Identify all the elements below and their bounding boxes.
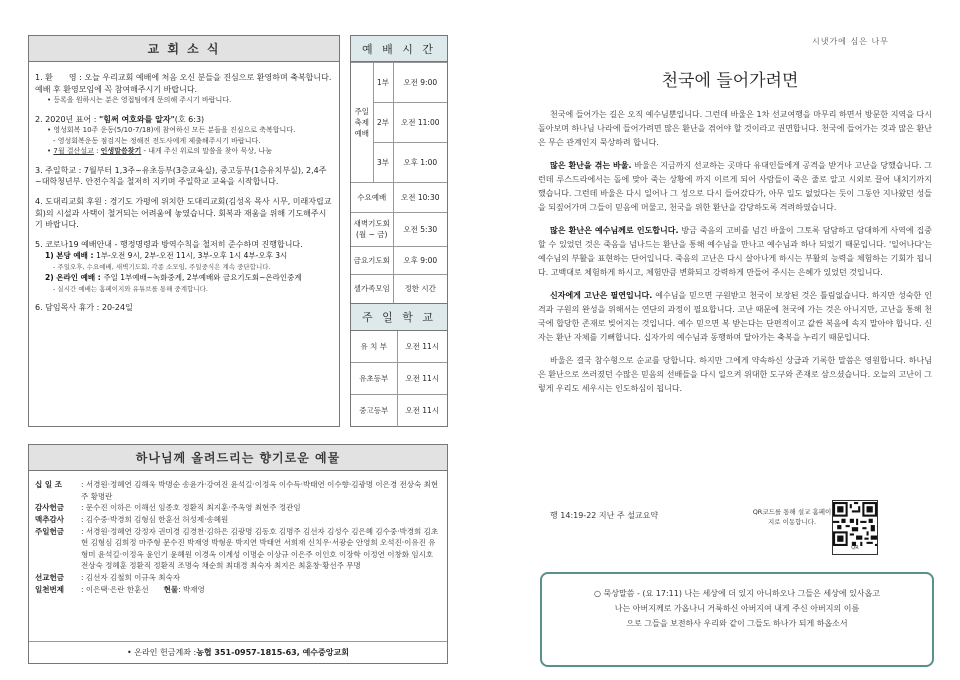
covid-point xyxy=(35,272,333,284)
news-item-sub: • 등록을 원하시는 분은 영접팀에게 문의해 주시기 바랍니다. xyxy=(47,96,232,105)
paragraph-lead: 많은 환난은 예수님께로 인도합니다. xyxy=(550,226,679,235)
church-news-heading: 교 회 소 식 xyxy=(29,36,339,62)
point-text: 1부-오전 9시, 2부-오전 11시, 3부-오후 1시 4부-오후 3시 xyxy=(96,251,288,261)
news-item-sub xyxy=(35,146,333,157)
school-time: 오전 11시 xyxy=(397,331,447,363)
news-item-label: 4. 도대리교회 후원 : 경기도 가평에 위치한 도대리교회(김성옥 목사 시무, 미래자립교회)의 시설과 사택이 철거되는 어려움에 놓였습니다. 회복과 재움을 위해 기도해주시기 바랍니다. xyxy=(35,196,332,230)
point-head: 1) 본당 예배 : xyxy=(45,251,97,261)
paragraph-lead: 신자에게 고난은 필연입니다. xyxy=(550,291,653,300)
school-name: 유초등부 xyxy=(351,363,397,395)
offering-body xyxy=(29,471,447,595)
thousand-offering-names: : 이은택·은란 한훈선 xyxy=(81,584,149,594)
motto-text: "힘써 여호와를 알자" xyxy=(99,114,175,124)
offering-names: : 문수진 이하은 이해선 임종호 정환직 최지훈·주옥영 최현주 정관임 xyxy=(81,503,301,513)
online-account xyxy=(29,641,447,663)
schedule-part: 1부 xyxy=(373,63,393,103)
offering-label: 일천번제 xyxy=(35,584,64,594)
offering-label: 주일헌금 xyxy=(35,526,64,536)
covid-point xyxy=(35,250,333,262)
paragraph-text: 바울은 결국 참수형으로 순교를 당합니다. 하지만 그에게 약속하신 상급과 기록한 말씀은 영원합니다. 하나님은 환난으로 쓰러졌던 수많은 믿음의 선배들을 다시 일으켜 위대한 도구와 존재로 삼으셨습니다. 오늘의 고난이 그렇게 우리도 세우시는 인도하심이 됩니다. xyxy=(538,356,932,393)
sermon-paragraph xyxy=(538,108,932,150)
school-time: 오전 11시 xyxy=(397,395,447,427)
sunday-worship-label: 주일 축제 예배 xyxy=(351,63,373,183)
offering-row xyxy=(35,479,441,502)
account-number: 농협 351-0957-1815-63, 예수중앙교회 xyxy=(196,648,349,657)
sermon-summary-label: 7월 결산설교 xyxy=(53,147,94,156)
offering-row xyxy=(35,502,441,514)
meditation-line: 나는 아버지께로 가옵나니 거룩하신 아버지여 내게 주신 아버지의 이름 xyxy=(614,604,860,614)
motto-prefix: 2. 2020년 표어 : xyxy=(35,114,100,124)
offering-row xyxy=(35,572,441,584)
point-head: 2) 온라인 예배 : xyxy=(45,273,104,283)
worship-schedule-box xyxy=(350,35,448,427)
paragraph-lead: 많은 환난을 겪는 바울. xyxy=(550,161,632,170)
church-news-body xyxy=(29,62,339,313)
schedule-time: 정한 시간 xyxy=(393,275,447,303)
qr-caption: QR xyxy=(851,545,859,551)
life-word-desc: - 내게 주신 위로의 말씀을 찾아 묵상, 나눔 xyxy=(141,147,272,156)
offering-row xyxy=(35,514,441,526)
news-item-label: 1. 환 영 : 오늘 우리교회 예배에 처음 오신 분들을 진심으로 환영하며 축복합니다. 예배 후 환영모임에 꼭 참여해주시기 바랍니다. xyxy=(35,73,332,94)
sunday-school-heading: 주 일 학 교 xyxy=(351,303,447,331)
news-item-covid xyxy=(35,239,333,294)
news-item-label xyxy=(35,114,333,126)
news-item-label: 6. 담임목사 휴가 : 20-24일 xyxy=(35,302,133,312)
schedule-time: 오전 10:30 xyxy=(393,183,447,213)
meditation-box xyxy=(540,572,934,667)
qr-code-icon[interactable] xyxy=(832,500,878,555)
sermon-paragraph xyxy=(538,354,932,396)
covid-note: - 주일오후, 수요예배, 새벽기도회, 각종 소모임, 주일중식은 계속 중단합니다. xyxy=(53,262,271,271)
offering-label: 십 일 조 xyxy=(35,480,62,489)
meditation-line: ○ 묵상말씀 - (요 17:11) 나는 세상에 더 있지 아니하오나 그들은 세상에 있사옵고 xyxy=(593,589,881,598)
column-tagline: 시냇가에 심은 나무 xyxy=(812,37,889,46)
sermon-body xyxy=(538,108,932,405)
offering-names: : 김수중·박경희 김형심 한훈선 허성제·송혜원 xyxy=(81,514,229,524)
worship-schedule-heading: 예 배 시 간 xyxy=(351,36,447,62)
offering-label: 감사헌금 xyxy=(35,503,64,513)
news-item-vacation xyxy=(35,302,333,314)
sermon-paragraph xyxy=(538,159,932,215)
schedule-part: 3부 xyxy=(373,143,393,183)
school-name: 유 치 부 xyxy=(351,331,397,363)
offering-label: 맥추감사 xyxy=(35,514,64,524)
news-item-sub: - 영성회복운동 점검지는 정해진 전도사에게 제출해주시기 바랍니다. xyxy=(53,136,261,145)
offering-row xyxy=(35,526,441,573)
sermon-reference: 행 14:19-22 지난 주 설교요약 xyxy=(550,511,659,520)
news-item-sub: • 영성회복 10주 운동(5/10-7/18)에 참여하신 모든 분들을 진심으로 축복합니다. xyxy=(47,126,296,135)
news-item-label: 3. 주일학교 : 7월부터 1,3주~유초등부(3층교육실), 중고등부(1층유치부실), 2,4주~대학청년부. 안전수칙을 철저히 지키며 주일학교 교육을 시작합니다. xyxy=(35,165,327,187)
schedule-time: 오전 9:00 xyxy=(393,63,447,103)
offering-names: : 서경원·정혜연 김해욱 박명순 송윤가·강여진 윤석길·이정옥 이수득·박태연 이수향·김광명 이은경 전상숙 최현주 황명란 xyxy=(81,480,439,501)
worship-schedule-table xyxy=(351,62,447,303)
news-item-support xyxy=(35,196,333,231)
news-item-welcome xyxy=(35,72,333,106)
paragraph-text: 천국에 들어가는 길은 오직 예수님뿐입니다. 그런데 바울은 1차 선교여행을 마무리 하면서 방문한 지역을 다시 돌아보며 하나님 나라에 들어가려면 많은 환난을 겪어야 할 것이라고 권면합니다. 천국에 들어가는 것과 많은 환난은 무슨 관계인지 묵상하려 합니다. xyxy=(538,110,932,147)
account-label: • 온라인 헌금계좌 : xyxy=(127,648,197,657)
schedule-name: 셀가족모임 xyxy=(351,275,393,303)
qr-code-graphic xyxy=(833,502,877,546)
offering-row xyxy=(35,584,441,596)
news-item-sunday-school xyxy=(35,165,333,188)
sermon-title: 천국에 들어가려면 xyxy=(661,71,799,91)
offering-names: : 김선자 김철희 이규옥 최숙자 xyxy=(81,573,181,582)
covid-note: - 실시간 예배는 홈페이지와 유튜브를 통해 중계합니다. xyxy=(53,284,208,293)
offering-heading: 하나님께 올려드리는 향기로운 예물 xyxy=(29,445,447,471)
church-news-box xyxy=(28,35,340,427)
life-word-label: 인생말씀찾기 xyxy=(100,147,142,156)
paragraph-text: 바울은 지금까지 선교하는 곳마다 유대인들에게 공격을 받거나 고난을 당했습니다. 그런데 루스드라에서는 돌에 맞아 죽는 상황에 까지 이르게 되어 사람들이 죽은 줄로 알고 시외로 끌어 내치기까지 했습니다. 그런데 바울은 다시 일어나 그 성으로 다시 들어갔다가, 아무 일도 없었다는 듯이 그동안 지나왔던 성들을 되짚어가며 그들이 믿음에 머물고, 천국을 위한 환난을 감당하도록 격려하였습니다. xyxy=(538,161,932,212)
news-item-label: 5. 코로나19 예배안내 - 행정명령과 방역수칙을 철저히 준수하며 진행합니다. xyxy=(35,239,303,249)
paragraph-text: 예수님을 믿으면 구원받고 천국이 보장된 것은 틀림없습니다. 하지만 성숙한 인격과 구원의 완성을 위해서는 연단의 과정이 필요합니다. 고난 때문에 천국에 가는 것은 아니지만, 고난을 통해 천국에 합당한 존재로 빚어지는 것입니다. 예수 믿으면 복 받는다는 단편적이고 값싼 복음에 속지 말아야 합니다. 신자는 환난 자체를 기뻐합니다. 십자가의 예수님과 동행하며 달아가는 축복을 누리기 때문입니다. xyxy=(538,291,932,342)
school-time: 오전 11시 xyxy=(397,363,447,395)
meditation-line: 으로 그들을 보전하사 우리와 같이 그들도 하나가 되게 하옵소서 xyxy=(626,619,848,629)
paragraph-text: 방금 죽음의 고비를 넘긴 바울이 그토록 담담하고 담대하게 사역에 집중할 수 있었던 것은 죽음을 넘나드는 환난을 통해 예수님을 만나고 예수님과 하나 되었기 때문입니다. '일어나다'는 예수님의 부활을 표현하는 단어입니다. 죽음의 고난은 다시 살아나게 하시는 부활의 능력을 체험하는 기회가 됩니다. 고백대로 체험하게 하시고, 체험만큼 변화되고 강력하게 만들어 주시는 은혜가 있었던 것입니다. xyxy=(538,226,932,277)
separator: : xyxy=(93,147,101,156)
schedule-time: 오후 1:00 xyxy=(393,143,447,183)
sermon-paragraph xyxy=(538,289,932,345)
goods-names: : 박재영 xyxy=(178,584,205,594)
qr-instruction: QR코드를 통해 설교 홈페이지로 이동합니다. xyxy=(752,508,832,527)
motto-ref: (호 6:3) xyxy=(174,114,205,124)
offering-label: 선교헌금 xyxy=(35,573,64,582)
goods-label: 현물 xyxy=(163,584,179,594)
school-name: 중고등부 xyxy=(351,395,397,427)
schedule-time: 오전 5:30 xyxy=(393,213,447,247)
offering-box xyxy=(28,444,448,664)
point-text: 주일 1부예배~녹화중계, 2부예배와 금요기도회~온라인중계 xyxy=(103,273,302,283)
schedule-name: 수요예배 xyxy=(351,183,393,213)
sunday-school-table xyxy=(351,331,447,427)
offering-names: : 서경원·정혜연 강정자 권미경 김경천·김하은 김광명 김동호 김명주 김선자 김성수 김은혜 김수중·박경희 김초현 김형심 김희정 마주형 문수진 박재영 박형운 박지연 박태연 서희재 신치우·서광순 안영희 오석진·이유진 유형미 윤석길·이정옥 윤인기 윤혜원 이경옥 이계성 이명순 이상규 이은주 이인호 이장학 이정연 이창화 임시호 전상숙 정혜훈 정환직 정환직 조명숙 채순희 최대경 최숙자 최지은 최훈창·황선주 무명 xyxy=(81,526,439,571)
offering-names xyxy=(81,584,441,596)
news-item-motto xyxy=(35,114,333,157)
schedule-time: 오후 9:00 xyxy=(393,247,447,275)
bullet: • xyxy=(47,147,54,156)
sermon-paragraph xyxy=(538,224,932,280)
schedule-name: 새벽기도회 (월 ~ 금) xyxy=(351,213,393,247)
schedule-time: 오전 11:00 xyxy=(393,103,447,143)
schedule-part: 2부 xyxy=(373,103,393,143)
schedule-name: 금요기도회 xyxy=(351,247,393,275)
